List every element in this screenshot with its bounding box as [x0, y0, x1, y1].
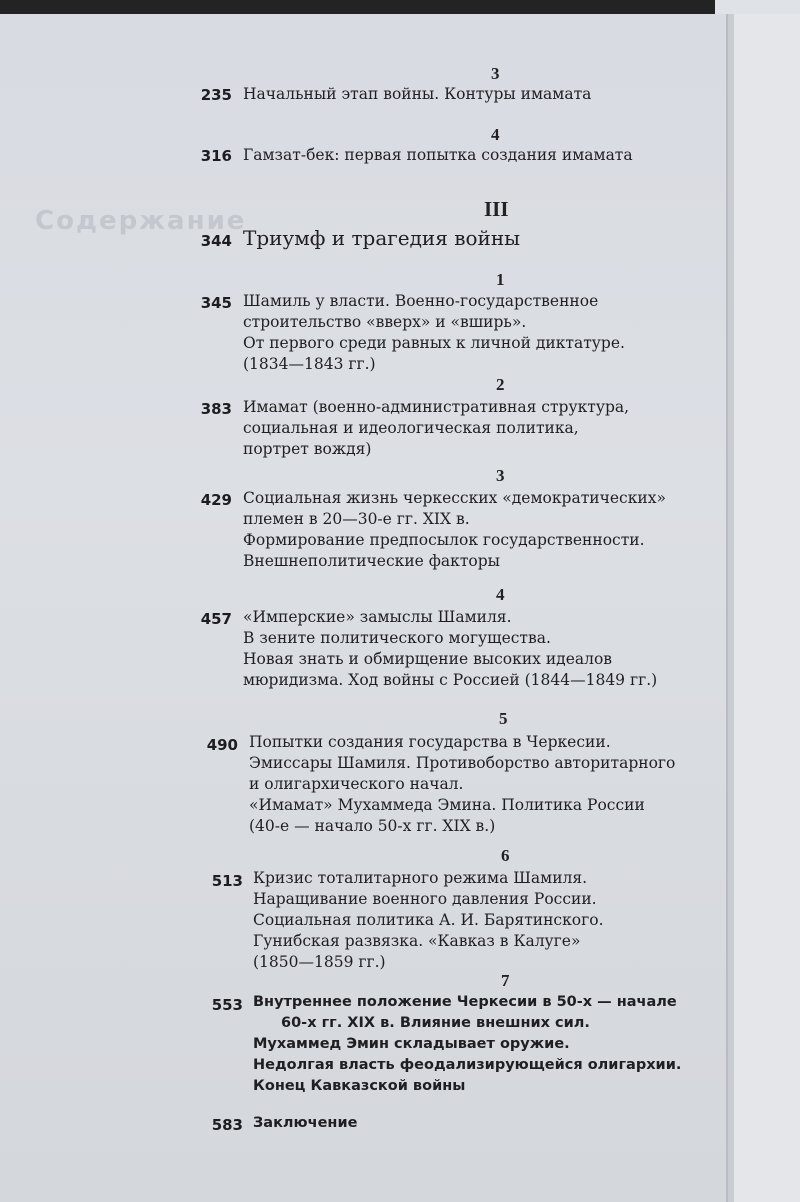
book-spine-edge — [715, 0, 800, 14]
part-title — [243, 226, 520, 250]
entry-title — [253, 868, 604, 973]
entry-line: племен в 20—30-е гг. XIX в. — [243, 510, 470, 528]
entry-line: Новая знать и обмирщение высоких идеалов — [243, 650, 613, 668]
chapter-number: 4 — [496, 585, 505, 604]
page-number: 235 — [200, 86, 232, 104]
entry-line: социальная и идеологическая политика, — [243, 419, 579, 437]
entry-line: Триумф и трагедия войны — [243, 226, 521, 250]
entry-line: Мухаммед Эмин складывает оружие. — [253, 1036, 570, 1052]
entry-line: (40-е — начало 50-х гг. XIX в.) — [249, 817, 496, 835]
entry-line: В зените политического могущества. — [243, 629, 551, 647]
entry-line: и олигархического начал. — [249, 775, 464, 793]
page-number: 344 — [200, 232, 232, 250]
entry-line: «Имперские» замыслы Шамиля. — [243, 608, 512, 626]
entry-title — [243, 291, 625, 375]
book-cover-edge — [0, 0, 800, 14]
entry-title — [253, 1113, 357, 1134]
show-through-title: Содержание — [35, 206, 247, 236]
entry-line: Начальный этап войны. Контуры имамата — [243, 85, 592, 103]
entry-line: 60-х гг. XIX в. Влияние внешних сил. — [281, 1015, 590, 1031]
entry-title — [243, 397, 629, 460]
entry-title — [249, 732, 675, 837]
part-number: III — [484, 197, 509, 221]
page-number: 583 — [211, 1116, 243, 1134]
entry-line: Недолгая власть феодализирующейся олигархии. — [253, 1057, 682, 1073]
entry-line: Имамат (военно-административная структура, — [243, 398, 630, 416]
page-number: 457 — [200, 610, 232, 628]
entry-line: «Имамат» Мухаммеда Эмина. Политика России — [249, 796, 645, 814]
entry-line: Внешнеполитические факторы — [243, 552, 500, 570]
entry-title — [253, 992, 681, 1097]
entry-line: Внутреннее положение Черкесии в 50-х — начале — [253, 994, 677, 1010]
entry-line: Эмиссары Шамиля. Противоборство авторитарного — [249, 754, 676, 772]
page-number: 490 — [206, 736, 238, 754]
chapter-number: 5 — [499, 709, 508, 728]
entry-line: мюридизма. Ход войны с Россией (1844—1849 гг.) — [243, 671, 658, 689]
entry-line: Попытки создания государства в Черкесии. — [249, 733, 611, 751]
entry-title — [243, 145, 633, 166]
entry-line: портрет вождя) — [243, 440, 372, 458]
chapter-number: 3 — [496, 466, 505, 485]
chapter-number: 3 — [491, 64, 500, 83]
entry-title — [243, 488, 666, 572]
page-number: 513 — [211, 872, 243, 890]
chapter-number: 4 — [491, 125, 500, 144]
entry-line: Гунибская развязка. «Кавказ в Калуге» — [253, 932, 581, 950]
chapter-number: 1 — [496, 270, 505, 289]
page-number: 345 — [200, 294, 232, 312]
chapter-number: 6 — [501, 846, 510, 865]
entry-line: строительство «вверх» и «вширь». — [243, 313, 527, 331]
page-number: 429 — [200, 491, 232, 509]
adjacent-page — [728, 14, 800, 1202]
entry-title — [243, 607, 657, 691]
entry-line: От первого среди равных к личной диктатуре. — [243, 334, 625, 352]
page-number: 553 — [211, 996, 243, 1014]
chapter-number: 7 — [501, 971, 510, 990]
page-number: 316 — [200, 147, 232, 165]
entry-line: Конец Кавказской войны — [253, 1078, 466, 1094]
entry-line: (1850—1859 гг.) — [253, 953, 386, 971]
entry-line: Шамиль у власти. Военно-государственное — [243, 292, 599, 310]
entry-line: Социальная жизнь черкесских «демократических» — [243, 489, 666, 507]
page-number: 383 — [200, 400, 232, 418]
entry-line: Заключение — [253, 1115, 358, 1131]
entry-line: Гамзат-бек: первая попытка создания имамата — [243, 146, 633, 164]
entry-line: Наращивание военного давления России. — [253, 890, 597, 908]
entry-title — [243, 84, 591, 105]
chapter-number: 2 — [496, 375, 505, 394]
entry-line: Формирование предпосылок государственности. — [243, 531, 645, 549]
page-edge — [728, 14, 734, 1202]
entry-line: Социальная политика А. И. Барятинского. — [253, 911, 604, 929]
entry-line: (1834—1843 гг.) — [243, 355, 376, 373]
entry-line: Кризис тоталитарного режима Шамиля. — [253, 869, 588, 887]
